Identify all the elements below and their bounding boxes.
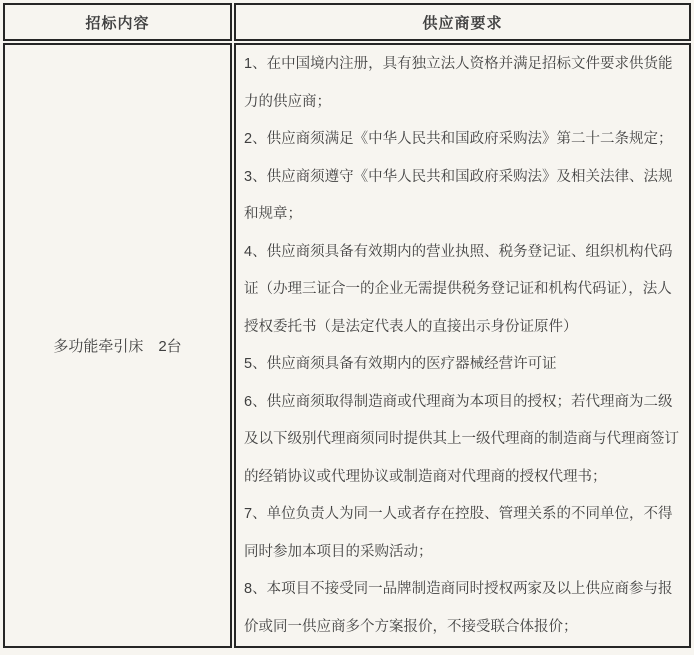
requirement-item-6: 6、供应商须取得制造商或代理商为本项目的授权；若代理商为二级及以下级别代理商须同时提供其上一级代理商的制造商与代理商签订的经销协议或代理协议或制造商对代理商的授权代理书； [244, 393, 679, 485]
requirement-item-3: 3、供应商须遵守《中华人民共和国政府采购法》及相关法律、法规和规章； [244, 168, 673, 222]
requirement-item-1: 1、在中国境内注册，具有独立法人资格并满足招标文件要求供货能力的供应商； [244, 56, 673, 110]
requirement-item-7: 7、单位负责人为同一人或者存在控股、管理关系的不同单位，不得同时参加本项目的采购活动； [244, 506, 673, 560]
requirement-item-4: 4、供应商须具备有效期内的营业执照、税务登记证、组织机构代码证（办理三证合一的企业无需提供税务登记证和机构代码证），法人授权委托书（是法定代表人的直接出示身份证原件） [244, 243, 673, 335]
requirement-item-5: 5、供应商须具备有效期内的医疗器械经营许可证 [244, 356, 557, 372]
requirement-item-2: 2、供应商须满足《中华人民共和国政府采购法》第二十二条规定； [244, 131, 673, 147]
header-supplier-requirements: 供应商要求 [234, 3, 691, 41]
table-row [3, 43, 691, 648]
supplier-requirements-cell [234, 43, 691, 648]
header-tender-content: 招标内容 [3, 3, 232, 41]
tender-requirements-table [1, 1, 693, 650]
table-header-row [3, 3, 691, 41]
tender-item-cell: 多功能牵引床 2台 [3, 43, 232, 648]
requirement-item-8: 8、本项目不接受同一品牌制造商同时授权两家及以上供应商参与报价或同一供应商多个方案报价，不接受联合体报价； [244, 581, 673, 635]
